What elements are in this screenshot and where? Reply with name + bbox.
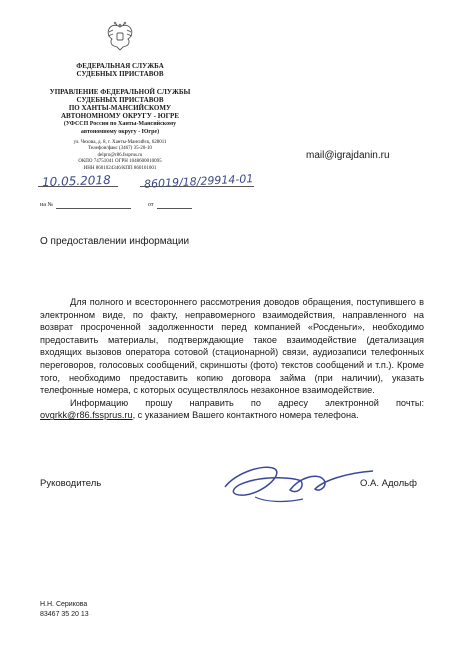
dept-short-line: (УФССП России по Ханты-Мансийскому xyxy=(63,121,177,127)
info-text-after: , с указанием Вашего контактного номера телефона. xyxy=(132,410,359,421)
contact-block xyxy=(40,140,200,172)
okpo: ОКПО 74751041 ОГРН 1048600010095 xyxy=(78,159,162,165)
signer-title: Руководитель xyxy=(40,478,102,489)
coat-of-arms-icon xyxy=(103,20,137,54)
recipient-email: mail@igrajdanin.ru xyxy=(306,150,390,161)
dept-line: ПО ХАНТЫ-МАНСИЙСКОМУ xyxy=(68,104,172,112)
dept-line: СУДЕБНЫХ ПРИСТАВОВ xyxy=(76,96,164,104)
body-paragraph: Для полного и всестороннего рассмотрения доводов обращения, поступившего в электронном виде, по факту, неправомерного взаимодействия, направленного на возврат просроченной задолженности перед компанией «Росденьги», необходимо предоставить материалы, подтверждающие такое взаимодействие (детализация входящих вызовов оператора сотовой (стационарной) связи, аудиозаписи телефонных переговоров, голосовых сообщений, скриншоты (фото) текстов сообщений и т.п.). Кроме того, необходимо предоставить копию договора займа (при наличии), указать телефонные номера, с которых осуществлялось незаконное взаимодействие. xyxy=(40,297,424,396)
ref-number-line xyxy=(56,208,131,209)
executor-block xyxy=(40,600,89,620)
handwritten-signature xyxy=(205,455,385,510)
phone: Телефон/факс (3467) 35-20-10 xyxy=(88,146,152,152)
address: ул. Чехова, д. 8, г. Ханты-Мансийск, 628011 xyxy=(73,140,167,145)
agency-line-2: СУДЕБНЫХ ПРИСТАВОВ xyxy=(76,70,164,78)
executor-name: Н.Н. Серикова xyxy=(40,601,88,608)
ref-label: на № xyxy=(40,202,54,208)
inn: ИНН 8601024346/КПП 860101001 xyxy=(83,165,157,171)
handwritten-date: 10.05.2018 xyxy=(41,172,111,190)
dept-short-line: автономному округу - Югре) xyxy=(80,129,160,135)
subject: О предоставлении информации xyxy=(40,236,190,247)
letter-body xyxy=(40,296,424,422)
contact-email-link[interactable]: ovgrkk@r86.fssprus.ru xyxy=(40,410,133,421)
dept-line: УПРАВЛЕНИЕ ФЕДЕРАЛЬНОЙ СЛУЖБЫ xyxy=(49,88,191,96)
executor-phone: 83467 35 20 13 xyxy=(40,611,89,618)
info-paragraph xyxy=(40,397,424,422)
handwritten-number: 86019/18/29914-01 xyxy=(143,172,254,191)
info-text: Информацию прошу направить по адресу электронной почты: xyxy=(70,397,424,408)
department-name xyxy=(40,88,200,136)
agency-line-1: ФЕДЕРАЛЬНАЯ СЛУЖБА xyxy=(76,62,164,70)
from-date-line xyxy=(157,208,192,209)
signer-name: О.А. Адольф xyxy=(360,478,417,489)
dept-line: АВТОНОМНОМУ ОКРУГУ - ЮГРЕ xyxy=(61,112,179,120)
agency-name xyxy=(40,62,200,78)
from-label: от xyxy=(148,202,154,208)
agency-email: delpro@r86.fssprus.ru xyxy=(97,152,143,158)
